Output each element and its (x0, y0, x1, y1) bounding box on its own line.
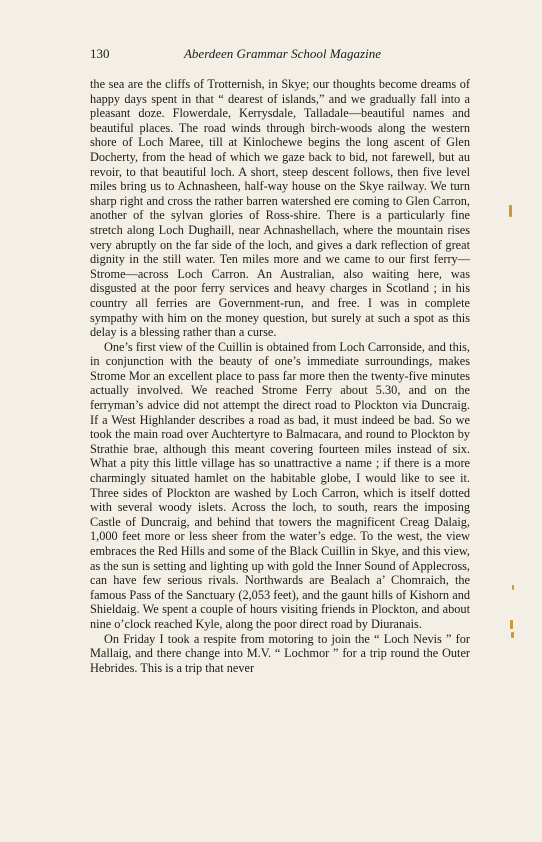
body-text (90, 77, 470, 675)
margin-mark (511, 632, 514, 638)
page-number: 130 (90, 46, 110, 61)
paragraph-3: On Friday I took a respite from motoring to join the “ Loch Nevis ” for Mallaig, and there change into M.V. “ Lochmor ” for a trip round the Outer Hebrides. This is a trip that never (90, 631, 470, 675)
margin-mark (512, 585, 514, 590)
page-header (90, 45, 475, 63)
paragraph-1: the sea are the cliffs of Trotternish, in Skye; our thoughts become dreams of happy days spent in that “ dearest of islands,” and we gradually fall into a pleasant doze. Flowerdale, Kerrysdale, Talladale—beautiful names and beautiful places. The road winds through birch-woods along the western shore of Loch Maree, till at Kinlochewe begins the long ascent of Glen Docherty, from the head of which we gaze back to bid, not farewell, but au revoir, to that beautiful loch. A short, steep descent follows, then five level miles bring us to Achnasheen, half-way house on the Skye railway. We turn sharp right and cross the rather barren watershed ere coming to Glen Carron, another of the sylvan glories of Ross-shire. There is a particularly fine stretch along Loch Dughaill, near Achnashellach, where the mountain rises very abruptly on the far side of the loch, and gives a dark reflection of great dignity in the still water. Ten miles more and we came to our first ferry—Strome—across Loch Carron. An Australian, also waiting here, was disgusted at the poor ferry services and heavy charges in Scotland ; in his country all ferries are Government-run, and free. I was in complete sympathy with him on the money question, but surely at such a spot as this delay is a blessing rather than a curse. (90, 77, 470, 340)
margin-mark (509, 205, 512, 217)
margin-mark (510, 620, 513, 629)
running-title: Aberdeen Grammar School Magazine (183, 46, 381, 61)
paragraph-2: One’s first view of the Cuillin is obtained from Loch Carronside, and this, in conjunction with the beauty of one’s immediate surroundings, makes Strome Mor an excellent place to pass far more then the twenty-five minutes actually involved. We reached Strome Ferry about 5.30, and on the ferryman’s advice did not attempt the direct road to Plockton via Duncraig. If a West Highlander describes a road as bad, it must indeed be bad. So we took the main road over Auchtertyre to Balmacara, and round to Plockton by Strathie brae, although this meant covering fourteen miles instead of six. What a pity this little village has so unattractive a name ; if there is a more charmingly situated hamlet on the habitable globe, I would like to see it. Three sides of Plockton are washed by Loch Carron, which is itself dotted with several woody islets. Across the loch, to south, rears the imposing Castle of Duncraig, and behind that towers the magnificent Creag Dalaig, 1,000 feet more or less sheer from the water’s edge. To the west, the view embraces the Red Hills and some of the Black Cuillin in Skye, and this view, as the sun is setting and lighting up with gold the Inner Sound of Applecross, can have few serious rivals. Northwards are Bealach a’ Chomraich, the famous Pass of the Sanctuary (2,053 feet), and the gaunt hills of Kishorn and Shieldaig. We spent a couple of hours visiting friends in Plockton, and about nine o’clock reached Kyle, along the poor direct road by Diuranais. (90, 339, 470, 631)
